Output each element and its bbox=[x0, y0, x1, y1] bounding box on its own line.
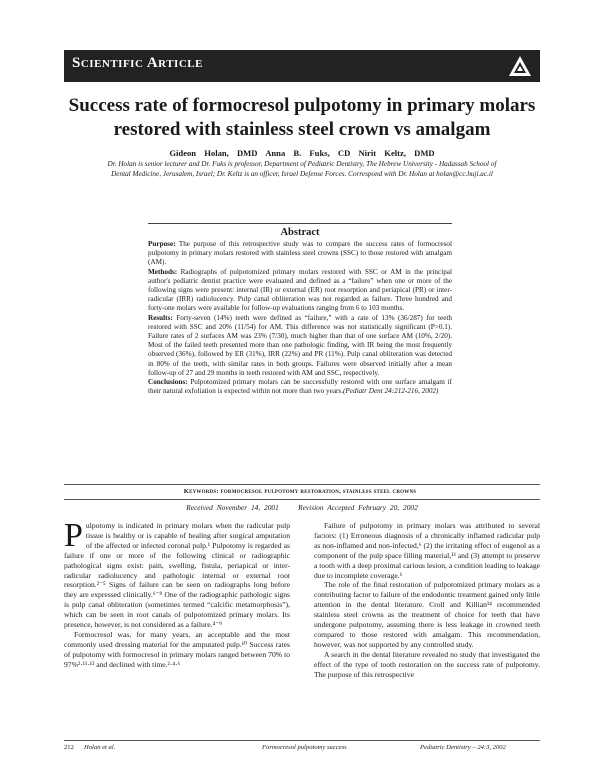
footer-topic: Formocresol pulpotomy success bbox=[262, 744, 347, 751]
keywords-top-rule bbox=[64, 484, 540, 485]
results-text: Forty-seven (14%) teeth were defined as “failure,” with a rate of 13% (36/287) for teeth restored with SSC and 20% (11/54) for AM. This difference was not statistically significant (P>0.1). Failure rates of 2 surfaces AM was 23% (7/30), much higher than that of one surface AM (10%, 2/20). Most of the failed teeth presented more than one pathologic finding, with IR being the most frequently observed (36%), followed by ER (31%), IRR (22%) and PR (11%). Pulp canal obliteration was detected in 80% of the teeth, with similar rates in both groups. Failures were observed initially after a mean follow-up of 27 and 29 months in teeth restored with AM and SSC, respectively. bbox=[148, 313, 453, 377]
keywords-bottom-rule bbox=[64, 499, 540, 500]
body-paragraph: A search in the dental literature revealed no study that investigated the effect of the type of tooth restoration on the success rate of pulpotomy. The purpose of this retrospective bbox=[314, 649, 540, 679]
conclusions-label: Conclusions: bbox=[148, 378, 188, 387]
body-column-right bbox=[314, 521, 540, 680]
results-label: Results: bbox=[148, 313, 173, 322]
abstract-conclusions bbox=[148, 378, 452, 396]
abstract-heading: Abstract bbox=[280, 227, 320, 238]
article-title: Success rate of formocresol pulpotomy in primary molars restored with stainless steel crown vs amalgam bbox=[68, 95, 536, 140]
purpose-label: Purpose: bbox=[148, 240, 176, 248]
methods-text: Radiographs of pulpotomized primary molars restored with SSC or AM in the principal author's pediatric dentist practice were evaluated and defined as a “failure” when one or more of the following signs were present: internal (IR) or external (ER) root resorption and periapical (PR) or inter-radicular (IRR) radiolucency. Pulp canal obliteration was not regarded as failure. Three hundred and forty-one molars were available for follow-up evaluations ranging from 6 to 103 months. bbox=[148, 267, 452, 313]
conclusions-text: Pulpotomized primary molars can be successfully restored with one surface amalgam if their natural exfoliation is expected within not more than two years. bbox=[148, 378, 453, 396]
abstract-methods bbox=[148, 268, 452, 314]
author-name: Anna B. Fuks, CD bbox=[265, 148, 351, 158]
methods-label: Methods: bbox=[148, 267, 178, 276]
received-date: Received November 14, 2001 bbox=[186, 503, 279, 512]
author-list bbox=[64, 148, 540, 158]
citation: (Pediatr Dent 24:212-216, 2002) bbox=[343, 387, 439, 396]
keywords: Keywords: formocresol pulpotomy restoration, stainless steel crowns bbox=[183, 488, 417, 495]
section-banner bbox=[64, 50, 540, 82]
page-number: 212 bbox=[64, 744, 74, 751]
abstract-rule bbox=[148, 223, 452, 224]
body-paragraph: Formocresol was, for many years, an acceptable and the most commonly used dressing material for the amputated pulp.¹⁰ Success rates of pulpotomy with formocresol in primary molars ranged between 70% to 97%²·¹¹·¹² and declined with time.²·⁴·⁶ bbox=[64, 629, 290, 669]
body-column-left bbox=[64, 517, 290, 670]
abstract-results bbox=[148, 314, 452, 378]
section-label: Scientific Article bbox=[72, 55, 203, 71]
affiliation: Dr. Holan is senior lecturer and Dr. Fuks is professor, Department of Pediatric Dentistry, The Hebrew University - Hadassah School of Dental Medicine, Jerusalem, Israel; Dr. Keltz is an officer, Israel Defense Forces. Correspond with Dr. Holan at holan@cc.huji.ac.il bbox=[107, 160, 497, 178]
abstract-purpose bbox=[148, 240, 452, 268]
body-paragraph: The role of the final restoration of pulpotomized primary molars as a contributing factor to failure of the endodontic treatment gained only little attention in the dental literature. Croll and Killian¹⁴ recommended stainless steel crowns as the treatment of choice for teeth that have undergone pulpotomy, assuming there is less leakage in crowned teeth compared to those restored with amalgam. This recommendation, however, was not supported by any controlled study. bbox=[314, 580, 540, 649]
footer-author: Holan et al. bbox=[84, 744, 116, 751]
body-paragraph: Failure of pulpotomy in primary molars was attributed to several factors: (1) Erroneous diagnosis of a chronically inflamed radicular pulp as non-inflamed and non-infected,⁶ (2) the irritating effect of eugenol as a component of the pulp space filling material,¹³ and (3) attempt to preserve a tooth with a deep proximal carious lesion, a condition leading to leakage due to incomplete coverage.⁶ bbox=[314, 521, 540, 580]
body-paragraph bbox=[64, 517, 290, 630]
author-name: Gideon Holan, DMD bbox=[169, 148, 258, 158]
drop-cap: P bbox=[64, 517, 83, 554]
paragraph-text: ulpotomy is indicated in primary molars when the radicular pulp tissue is healthy or is capable of healing after surgical amputation of the affected or infected coronal pulp.¹ Pulpotomy is regarded as failure if one or more of the following clinical or radiographic pathological signs exist: pain, swelling, fistula, periapical or inter-radicular radiolucency and pathologic internal or external root resorption.²⁻⁵ Signs of failure can be seen on radiographs long before they are expressed clinically.⁶⁻⁸ One of the radiographic pathologic signs is pulp canal obliteration (sometimes termed “calcific metamorphosis”), which can be seen in root canals of pulpotomized primary molars. Its presence, however, is not considered as a failure.⁴⁻⁹ bbox=[64, 521, 290, 630]
triangle-logo-icon bbox=[508, 54, 532, 78]
received-dates bbox=[64, 503, 540, 512]
author-name: Nirit Keltz, DMD bbox=[358, 148, 435, 158]
abstract-box bbox=[148, 223, 452, 396]
footer-journal: Pediatric Dentistry – 24:3, 2002 bbox=[420, 744, 506, 751]
footer-rule bbox=[64, 740, 540, 741]
revision-date: Revision Accepted February 20, 2002 bbox=[298, 503, 418, 512]
purpose-text: The purpose of this retrospective study was to compare the success rates of formocresol pulpotomy in primary molars restored with stainless steel crowns (SSC) to those restored with amalgam (AM). bbox=[148, 240, 452, 267]
